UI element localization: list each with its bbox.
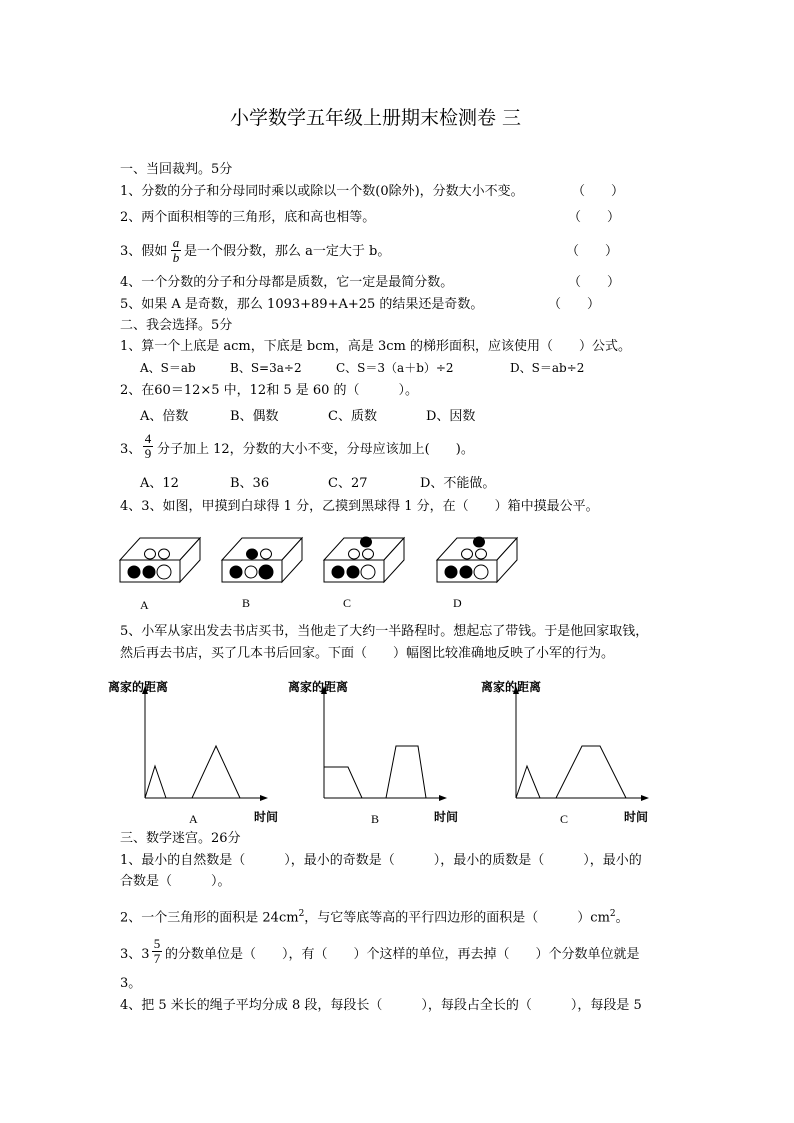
s3-q3-numerator: 5 xyxy=(153,936,161,951)
s2-q3-option-b: B、36 xyxy=(230,476,270,491)
black-ball xyxy=(474,537,485,547)
graph-a-x-arrow xyxy=(260,795,268,801)
ball-box-d xyxy=(437,537,517,582)
section3-heading: 三、数学迷宫。26分 xyxy=(120,831,241,846)
ball-box-b xyxy=(222,538,302,582)
s1-q3-answer[interactable]: （ ） xyxy=(566,244,619,259)
black-ball xyxy=(460,566,472,578)
graph-a-label: A xyxy=(189,812,198,826)
section1-heading: 一、当回裁判。5分 xyxy=(120,162,233,177)
s1-q3-fraction xyxy=(171,236,181,265)
box-label-d: D xyxy=(453,596,462,610)
ball-box-a xyxy=(120,538,200,582)
graph-b-xlabel: 时间 xyxy=(434,810,459,824)
graph-a-line xyxy=(145,746,240,798)
black-ball xyxy=(332,566,344,578)
s3-q2-text: 2、一个三角形的面积是 24cm xyxy=(120,910,299,926)
graph-b-ylabel: 离家的距离 xyxy=(288,680,349,694)
white-ball xyxy=(363,549,374,559)
graph-a xyxy=(0,680,794,830)
graph-b-line xyxy=(324,746,426,798)
black-ball xyxy=(259,565,273,579)
s3-q3-text: 的分数单位是（ ），有（ ）个这样的单位，再去掉（ ）个分数单位就是 xyxy=(165,947,640,962)
s2-q3-option-c: C、27 xyxy=(328,476,368,491)
graph-c-line xyxy=(516,746,626,798)
s3-q3-prefix: 3、3 xyxy=(120,947,150,962)
box-label-b: B xyxy=(242,596,251,610)
s2-q2: 2、在60＝12×5 中，12和 5 是 60 的（ ）。 xyxy=(120,383,419,398)
white-ball xyxy=(157,565,171,579)
s2-q5-line1: 5、小军从家出发去书店买书，当他走了大约一半路程时。想起忘了带钱。于是他回家取钱， xyxy=(120,624,649,639)
black-ball xyxy=(247,549,258,559)
s2-q1-option-d: D、S＝ab÷2 xyxy=(510,361,585,375)
graph-a-xlabel: 时间 xyxy=(254,810,279,824)
box-label-a: A xyxy=(140,598,149,612)
black-ball xyxy=(128,566,140,578)
s1-q3-text: 是一个假分数，那么 a一定大于 b。 xyxy=(184,244,391,259)
box-label-c: C xyxy=(343,596,352,610)
s2-q3-fraction xyxy=(143,432,153,461)
ball-boxes-figure xyxy=(0,530,794,630)
graph-b-label: B xyxy=(371,812,380,826)
graph-c-xlabel: 时间 xyxy=(624,810,649,824)
s1-q4-answer[interactable]: （ ） xyxy=(568,275,621,290)
black-ball xyxy=(143,566,155,578)
black-ball xyxy=(347,566,359,578)
s2-q2-option-b: B、偶数 xyxy=(230,409,279,424)
s3-q2-text-mid: ，与它等底等高的平行四边形的面积是（ ）cm xyxy=(304,910,610,926)
white-ball xyxy=(349,549,360,559)
s2-q1: 1、算一个上底是 acm，下底是 bcm，高是 3cm 的梯形面积，应该使用（ ）公式。 xyxy=(120,339,631,354)
s3-q4: 4、把 5 米长的绳子平均分成 8 段，每段长（ ），每段占全长的（ ），每段是 5 xyxy=(120,998,642,1013)
s1-q2: 2、两个面积相等的三角形，底和高也相等。 xyxy=(120,210,376,225)
black-ball xyxy=(445,566,457,578)
s2-q1-option-b: B、S=3a÷2 xyxy=(230,361,302,375)
white-ball xyxy=(361,565,375,579)
white-ball xyxy=(245,566,257,578)
graph-b-x-arrow xyxy=(439,795,447,801)
s3-q3-denominator: 7 xyxy=(153,951,161,966)
s2-q3-option-d: D、不能做。 xyxy=(420,476,496,491)
s1-q5-answer[interactable]: （ ） xyxy=(548,297,601,312)
s3-q2 xyxy=(120,906,629,926)
s1-q5: 5、如果 A 是奇数，那么 1093+89+A+25 的结果还是奇数。 xyxy=(120,297,484,312)
s2-q5-line2: 然后再去书店，买了几本书后回家。下面（ ）幅图比较准确地反映了小军的行为。 xyxy=(120,646,615,661)
white-ball xyxy=(145,549,156,559)
s1-q3-denominator: b xyxy=(172,250,180,265)
graph-c-label: C xyxy=(560,812,569,826)
s3-q3-line2: 3。 xyxy=(120,976,142,991)
graph-c-ylabel: 离家的距离 xyxy=(481,680,542,694)
s2-q3-numerator: 4 xyxy=(144,431,152,446)
s2-q2-option-d: D、因数 xyxy=(426,409,476,424)
white-ball xyxy=(261,549,272,559)
s3-q2-text-end: 。 xyxy=(615,910,629,926)
s1-q3-prefix: 3、假如 xyxy=(120,244,168,259)
s3-q1-line1: 1、最小的自然数是（ ），最小的奇数是（ ），最小的质数是（ ），最小的 xyxy=(120,853,642,868)
s2-q1-option-c: C、S＝3（a＋b）÷2 xyxy=(336,361,454,375)
s2-q3-text: 分子加上 12，分数的大小不变，分母应该加上( )。 xyxy=(157,442,474,457)
white-ball xyxy=(474,565,488,579)
s1-q4: 4、一个分数的分子和分母都是质数，它一定是最简分数。 xyxy=(120,275,454,290)
s2-q2-option-c: C、质数 xyxy=(328,409,377,424)
graph-c-x-arrow xyxy=(641,795,649,801)
s2-q3-option-a: A、12 xyxy=(140,476,179,491)
s3-q3-fraction xyxy=(152,937,162,966)
white-ball xyxy=(462,549,473,559)
page-title: 小学数学五年级上册期末检测卷 三 xyxy=(230,107,522,129)
ball-box-c xyxy=(324,537,404,582)
superscript: 2 xyxy=(298,909,305,919)
s2-q3-denominator: 9 xyxy=(144,446,152,461)
s1-q3-numerator: a xyxy=(172,235,180,250)
black-ball xyxy=(230,566,242,578)
s1-q2-answer[interactable]: （ ） xyxy=(568,210,621,225)
superscript: 2 xyxy=(609,909,616,919)
section2-heading: 二、我会选择。5分 xyxy=(120,318,233,333)
s2-q4: 4、3、如图，甲摸到白球得 1 分，乙摸到黑球得 1 分，在（ ）箱中摸最公平。 xyxy=(120,499,599,514)
s2-q2-option-a: A、倍数 xyxy=(140,409,189,424)
black-ball xyxy=(361,537,372,547)
graph-a-ylabel: 离家的距离 xyxy=(108,680,169,694)
s1-q1: 1、分数的分子和分母同时乘以或除以一个数(0除外)，分数大小不变。 xyxy=(120,184,524,199)
s2-q1-option-a: A、S＝ab xyxy=(140,361,196,375)
s1-q1-answer[interactable]: （ ） xyxy=(572,184,625,199)
s3-q1-line2: 合数是（ ）。 xyxy=(120,874,231,889)
white-ball xyxy=(476,549,487,559)
s2-q3-prefix: 3、 xyxy=(120,442,142,457)
white-ball xyxy=(159,549,170,559)
